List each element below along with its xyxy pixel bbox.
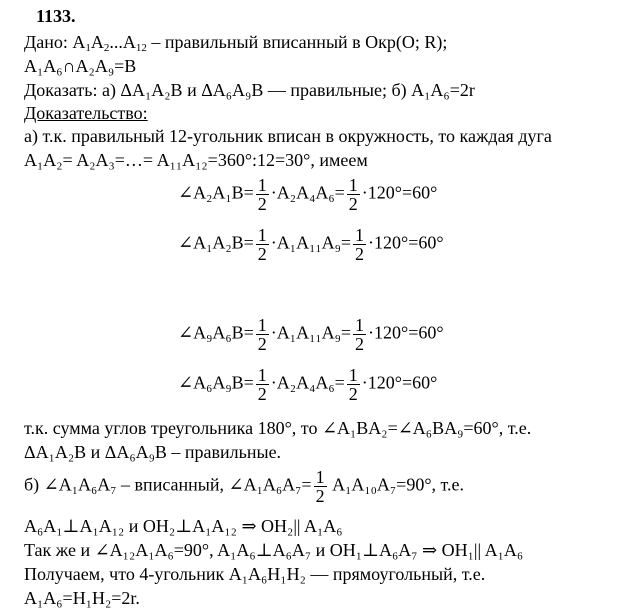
proof-line-f: A₁A₆=H₁H₂=2r. bbox=[24, 588, 140, 608]
sum-line-2: ΔA₁A₂B и ΔA₆A₉B – правильные. bbox=[24, 442, 282, 462]
prove-line: Доказать: а) ΔA₁A₂B и ΔA₆A₉B — правильные; б) A₁A₆=2r bbox=[24, 80, 475, 100]
proof-heading: Доказательство: bbox=[24, 103, 148, 123]
problem-number: 1133. bbox=[36, 6, 76, 26]
equation-3: ∠A₉A₆B= $\frac{1}{2}$ ·A₁A₁₁A₉= $\frac{1}{2}$ ·120°=60° bbox=[178, 315, 444, 354]
proof-line-b: б) ∠A₁A₆A₇ – вписанный, ∠A₁A₆A₇= $\frac{1}{2}$ A₁A₁₀A₇=90°, т.е. bbox=[24, 467, 465, 506]
given-line-2: A₁A₆∩A₂A₉=B bbox=[24, 56, 137, 76]
equation-2: ∠A₁A₂B= $\frac{1}{2}$ ·A₁A₁₁A₉= $\frac{1}{2}$ ·120°=60° bbox=[178, 225, 444, 264]
sum-line: т.к. сумма углов треугольника 180°, то ∠A₁BA₂=∠A₆BA₉=60°, т.е. bbox=[24, 418, 532, 438]
proof-line-e: Получаем, что 4-угольник A₁A₆H₁H₂ — прямоугольный, т.е. bbox=[24, 564, 486, 584]
given-line: Дано: $A_1A_2...A_{12}$ – правильный вписанный в Окр(O; R); bbox=[24, 32, 448, 54]
equation-1: ∠A₂A₁B= $\frac{1}{2}$ ·A₂A₄A₆= $\frac{1}{2}$ ·120°=60° bbox=[178, 175, 438, 214]
equation-4: ∠A₆A₉B= $\frac{1}{2}$ ·A₂A₄A₆= $\frac{1}{2}$ ·120°=60° bbox=[178, 365, 438, 404]
proof-line-d: Так же и ∠A₁₂A₁A₆=90°, A₁A₆⊥A₆A₇ и OH₁⊥A₆A₇ ⇒ OH₁|| A₁A₆ bbox=[24, 540, 524, 560]
proof-line-a: а) т.к. правильный 12-угольник вписан в окружность, то каждая дуга bbox=[24, 126, 552, 146]
proof-line-c: A₆A₁⊥A₁A₁₂ и OH₂⊥A₁A₁₂ ⇒ OH₂|| A₁A₆ bbox=[24, 516, 343, 536]
proof-line-a2: A₁A₂= A₂A₃=…= A₁₁A₁₂=360°:12=30°, имеем bbox=[24, 150, 368, 170]
